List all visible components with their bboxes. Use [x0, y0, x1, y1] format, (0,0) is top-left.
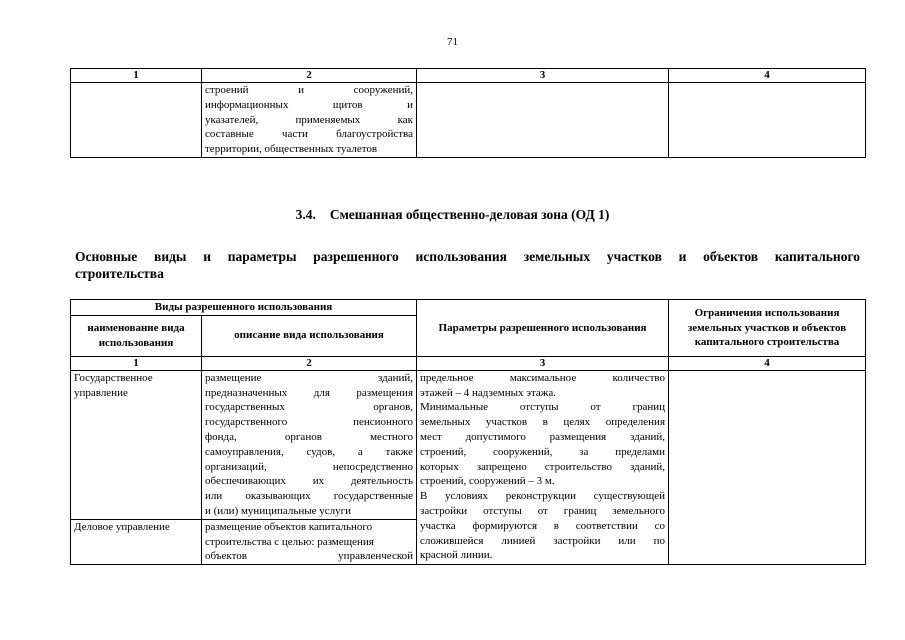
cell-params: [417, 370, 669, 564]
text-line: объектов управленческой: [205, 550, 414, 563]
text-line: строений, сооружений – 3 м.: [420, 475, 555, 488]
text-line: строительства с целью: размещения: [205, 535, 374, 548]
text-line: строений, сооружений, за пределами: [420, 445, 666, 458]
text-line: размещение зданий,: [205, 371, 414, 384]
cell-params: [417, 83, 669, 158]
text-line: фонда, органов местного: [205, 430, 414, 443]
header-description: описание вида использования: [202, 315, 417, 356]
cell-description: [202, 83, 417, 158]
text-line: которых запрещено строительство зданий,: [420, 460, 666, 473]
text-line: предельное максимальное количество: [420, 371, 666, 384]
text-line: В условиях реконструкции существующей: [420, 490, 666, 503]
column-number-row: [71, 356, 866, 370]
text-line: Минимальные отступы от границ: [420, 401, 666, 414]
cell-description: [202, 370, 417, 519]
text-line: застройки отступы от границ земельного: [420, 504, 666, 517]
text-line: земельных участков в целях определения: [420, 416, 666, 429]
table-row: [71, 83, 866, 158]
column-number: 3: [417, 69, 669, 83]
header-group: Виды разрешенного использования: [71, 300, 417, 316]
section-title: [0, 207, 905, 223]
cell-name: Государственное управление: [71, 370, 202, 519]
column-number: 4: [669, 356, 866, 370]
text-line: строений и сооружений,: [205, 84, 413, 96]
table-row: [71, 370, 866, 519]
text-line: составные части благоустройства: [205, 128, 413, 141]
column-number: 1: [71, 356, 202, 370]
text-line: красной линии.: [420, 549, 493, 562]
text-line: указателей, применяемых как: [205, 113, 413, 126]
text-line: размещение объектов капитального: [205, 520, 373, 533]
cell-limits: [669, 83, 866, 158]
column-number: 4: [669, 69, 866, 83]
cell-name: Деловое управление: [71, 519, 202, 564]
text-line: организаций, непосредственно: [205, 460, 414, 473]
text-line: и (или) муниципальные услуги: [205, 504, 352, 517]
subheading: Основные виды и параметры разрешенного использования земельных участков и объектов капитального строительства: [75, 249, 860, 281]
main-table: [70, 299, 866, 565]
header-params: Параметры разрешенного использования: [417, 300, 669, 357]
column-number: 2: [202, 356, 417, 370]
column-number: 2: [202, 69, 417, 83]
column-number: 1: [71, 69, 202, 83]
cell-name: [71, 83, 202, 158]
column-number: 3: [417, 356, 669, 370]
page-number: 71: [447, 36, 458, 48]
table-header-row: [71, 300, 866, 316]
text-line: этажей – 4 надземных этажа.: [420, 386, 557, 399]
text-line: сложившейся линией застройки или по: [420, 534, 666, 547]
cell-limits: [669, 370, 866, 564]
text-line: предназначенных для размещения: [205, 386, 414, 399]
text-line: участка формируются в соответствии со: [420, 519, 666, 532]
text-line: обеспечивающих их деятельность: [205, 475, 414, 488]
section-number: 3.4.: [295, 207, 316, 222]
text-line: территории, общественных туалетов: [205, 143, 378, 156]
continued-table: [70, 68, 866, 158]
text-line: или оказывающих государственные: [205, 490, 414, 503]
text-line: государственных органов,: [205, 401, 414, 414]
text-line: мест допустимого размещения зданий,: [420, 430, 666, 443]
section-title-text: Смешанная общественно-деловая зона (ОД 1): [329, 207, 610, 222]
table-header-row: [71, 69, 866, 83]
cell-description: [202, 519, 417, 564]
text-line: самоуправления, судов, а также: [205, 445, 414, 458]
header-name: наименование вида использования: [71, 315, 202, 356]
header-limits: Ограничения использования земельных участков и объектов капитального строительства: [669, 300, 866, 357]
text-line: государственного пенсионного: [205, 416, 414, 429]
text-line: информационных щитов и: [205, 98, 413, 111]
